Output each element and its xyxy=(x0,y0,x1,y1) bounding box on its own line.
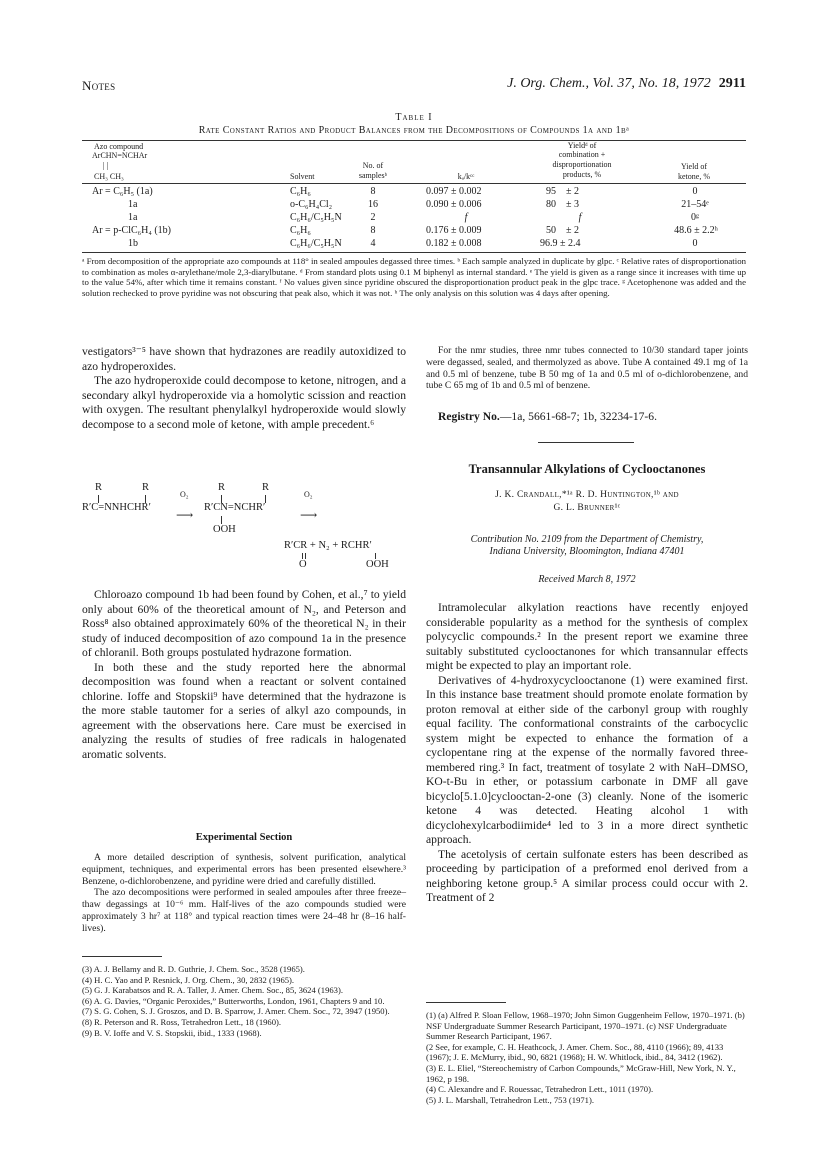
arrow-icon: ⟶ xyxy=(176,508,194,522)
paragraph: For the nmr studies, three nmr tubes connected to 10/30 standard taper joints were degassed, sealed, and thermolyzed as above. Tube A contained 49.1 mg of 1a and 0.5 ml of benzene, tube B 50 mg of 1a and 0.5 ml of o-dichlorobenzene, and tube C 65 mg of 1b and 0.5 ml of benzene. xyxy=(426,345,748,392)
table-footnotes: ᵃ From decomposition of the appropriate azo compounds at 118° in sealed ampoules degassed three times. ᵇ Each sample analyzed in duplicate by glpc. ᶜ Relative rates of disproportionation to combination as moles α-arylethane/mole 2,3-diarylbutane. ᵈ From standard plots using 0.1 M biphenyl as internal standard. ᵉ The yield is given as a range since it increases with time up to the value 54%, after which time it remains constant. ᶠ No values given since pyridine obscured the disproportionation product peak in the glpc trace. ᵍ Acetophenone was added and the solution rechecked to prove pyridine was not obscuring that peak also, which it was not. ʰ The only analysis on this solution was 4 days after opening. xyxy=(82,256,746,298)
header-samples-l2: samplesᵇ xyxy=(358,171,388,180)
cell-ketone: 0ᵍ xyxy=(690,212,699,223)
cell-ketone: 48.6 ± 2.2ʰ xyxy=(674,225,718,236)
header-azo-l4: CH₃ CH₃ xyxy=(94,172,124,181)
cell-compound: 1a xyxy=(128,212,138,223)
reference: (3) E. L. Eliel, “Stereochemistry of Carbon Compounds,” McGraw-Hill, New York, N. Y., 1962, p 198. xyxy=(426,1062,736,1084)
paragraph: Derivatives of 4-hydroxycyclooctanone (1) were examined first. In this instance base treatment should promote enolate formation by proton removal at either side of the carbonyl group with roughly equal facility. The conformational constraints of the carbocyclic system might be expected to enhance the formation of a cyclopentane ring at the expense of the normally favored three-membered ring.³ In fact, treatment of tosylate 2 with NaH–DMSO, KO-t-Bu in ether, or potassium carbonate in DMF all gave bicyclo[5.1.0]cyclooctan-2-one (3) cleanly. None of the isomeric ketone 4 was detected. Heating alcohol 1 with dicyclohexylcarbodiimide⁴ led to 3 in a more direct synthetic approach. xyxy=(426,673,748,846)
reference: (8) R. Peterson and R. Ross, Tetrahedron Lett., 18 (1960). xyxy=(82,1016,282,1027)
cell-compound: 1b xyxy=(128,238,138,249)
scheme-r-label: R xyxy=(262,482,270,493)
right-references xyxy=(426,1010,748,1105)
cell-compound: 1a xyxy=(128,199,138,210)
header-ketone-l2: ketone, % xyxy=(678,172,710,181)
scheme-r-label: R xyxy=(142,482,150,493)
cell-ketone: 0 xyxy=(692,186,698,197)
cell-ketone: 21–54ᵉ xyxy=(681,199,709,210)
footnote-rule xyxy=(82,956,162,957)
header-ratio: kₐ/kᶜᶜ xyxy=(457,172,475,181)
header-azo-l1: Azo compound xyxy=(94,142,144,151)
table-title: Table I xyxy=(395,112,433,123)
registry-text: —1a, 5661-68-7; 1b, 32234-17-6. xyxy=(499,410,657,423)
cell-compound: Ar = p-ClC₆H₄ (1b) xyxy=(92,225,171,236)
running-head-right xyxy=(507,76,746,92)
reference: (6) A. G. Davies, “Organic Peroxides,” Butterworths, London, 1961, Chapters 9 and 10. xyxy=(82,995,385,1006)
scheme-ooh: OOH xyxy=(366,559,389,570)
paragraph: Chloroazo compound 1b had been found by Cohen, et al.,⁷ to yield only about 60% of the theoretical amount of N₂, and Peterson and Ross⁸ also obtained approximately 60% of the theoretical N₂ in their study of induced decomposition of azo compound 1a in the presence of chloranil. Both groups postulated hydrazone formation. xyxy=(82,588,406,659)
table-header-rule xyxy=(82,183,746,184)
cell-solvent: C₆H₆/C₅H₅N xyxy=(290,238,342,249)
cell-ketone: 0 xyxy=(692,238,698,249)
table-bottom-rule xyxy=(82,252,746,253)
paragraph: The azo hydroperoxide could decompose to ketone, nitrogen, and a secondary alkyl hydroperoxide via a homolytic scission and reaction with oxygen. The resultant phenylalkyl hydroperoxide would slowly decompose to a second mole of ketone, with ample precedent.⁶ xyxy=(82,374,406,431)
header-ketone-l1: Yield of xyxy=(681,162,707,171)
left-column-continued xyxy=(82,588,406,762)
paragraph: The acetolysis of certain sulfonate esters has been described as proceeding by participation of a preformed enol derived from a neighboring ketone group.⁵ A similar process could occur with 2. Treatment of 2 xyxy=(426,847,748,904)
reference: (5) J. L. Marshall, Tetrahedron Lett., 753 (1971). xyxy=(426,1094,594,1105)
cell-yield: 95 ± 2 xyxy=(546,186,579,197)
cell-samples: 4 xyxy=(370,238,376,249)
cell-ratio: 0.182 ± 0.008 xyxy=(426,238,482,249)
scheme-reactant: R′C=NNHCHR′ xyxy=(82,502,151,513)
article-separator xyxy=(538,442,634,443)
cell-ratio: 0.090 ± 0.006 xyxy=(426,199,482,210)
reference: (4) H. C. Yao and P. Resnick, J. Org. Chem., 30, 2832 (1965). xyxy=(82,974,295,985)
paragraph: The azo decompositions were performed in sealed ampoules after three freeze–thaw degassings at 10⁻⁶ mm. Half-lives of the azo compounds studied were approximately 3 hr⁷ at 118° and typical reaction times were 24–48 hr (8–16 half-lives). xyxy=(82,887,406,934)
header-yield-l1: Yieldᵈ of xyxy=(567,141,597,150)
section-heading: Experimental Section xyxy=(195,832,293,843)
left-references xyxy=(82,964,406,1038)
cell-yield: 96.9 ± 2.4 xyxy=(540,238,581,249)
header-yield-l4: products, % xyxy=(562,170,602,179)
cell-solvent: C₆H₆/C₅H₅N xyxy=(290,212,342,223)
cell-samples: 8 xyxy=(370,225,376,236)
reference: (3) A. J. Bellamy and R. D. Guthrie, J. Chem. Soc., 3528 (1965). xyxy=(82,964,305,974)
paragraph: In both these and the study reported here the abnormal decomposition was found when a reactant or solvent contained chlorine. Ioffe and Stopskii⁹ have determined that the hydrazone is the more stable tautomer for a series of alkyl azo compounds, in agreement with the observations here. Care must be exercised in analyzing the results of studies of free radicals in halogenated aromatic solvents. xyxy=(82,660,406,761)
scheme-intermediate: R′CN=NCHR′ xyxy=(204,502,266,513)
scheme-products: R′CR + N₂ + RCHR′ xyxy=(284,540,372,551)
cell-ratio: 0.176 ± 0.009 xyxy=(426,225,482,236)
header-yield-l3: disproportionation xyxy=(552,160,612,169)
header-samples-l1: No. of xyxy=(362,161,384,170)
cell-solvent: o-C₆H₄Cl₂ xyxy=(290,199,333,210)
received-date: Received March 8, 1972 xyxy=(538,574,636,585)
reference: (4) C. Alexandre and F. Rouessac, Tetrahedron Lett., 1011 (1970). xyxy=(426,1084,654,1095)
header-solvent: Solvent xyxy=(290,172,315,181)
scheme-reagent: O₂ xyxy=(304,490,313,499)
running-head-left: Notes xyxy=(82,78,116,93)
article-body xyxy=(426,601,748,906)
scheme-reagent: O₂ xyxy=(180,490,189,499)
cell-ratio: 0.097 ± 0.002 xyxy=(426,186,482,197)
footnote-rule xyxy=(426,1002,506,1003)
authors-line-2: G. L. Brunner¹ᶜ xyxy=(553,503,621,513)
paragraph: vestigators³⁻⁵ have shown that hydrazones are readily autoxidized to azo hydroperoxides. xyxy=(82,345,406,373)
paragraph: A more detailed description of synthesis, solvent purification, analytical equipment, techniques, and experimental errors has been presented elsewhere.³ Benzene, o-dichlorobenzene, and pyridine were dried and carefully distilled. xyxy=(82,852,406,887)
affiliation-line-2: Indiana University, Bloomington, Indiana 47401 xyxy=(489,546,685,557)
journal-citation: J. Org. Chem., Vol. 37, No. 18, 1972 xyxy=(507,76,711,91)
cell-yield: f xyxy=(578,212,582,223)
cell-solvent: C₆H₆ xyxy=(290,225,311,236)
registry-label: Registry No. xyxy=(438,410,500,423)
cell-yield: 50 ± 2 xyxy=(546,225,579,236)
reference: (2 See, for example, C. H. Heathcock, J. Amer. Chem. Soc., 88, 4110 (1966); 89, 4133 (1967); J. E. McMurry, ibid., 90, 6821 (1968); H. W. Whitlock, ibid., 84, 3412 (1962). xyxy=(426,1041,724,1063)
cell-samples: 2 xyxy=(370,212,376,223)
reference: (1) (a) Alfred P. Sloan Fellow, 1968–1970; John Simon Guggenheim Fellow, 1970–1971. (b) NSF Undergraduate Summer Research Participant, 1970–1971. (c) NSF Undergraduate Summer Research Participant, 1967. xyxy=(426,1010,745,1042)
cell-ratio: f xyxy=(464,212,468,223)
paragraph: Intramolecular alkylation reactions have recently enjoyed considerable popularity as a method for the synthesis of complex polycyclic compounds.² In the present report we examine three suitably substituted cyclooctanones for which transannular effects might be expected to play an important role. xyxy=(426,601,748,672)
article-title: Transannular Alkylations of Cyclooctanones xyxy=(468,462,706,476)
cell-yield: 80 ± 3 xyxy=(546,199,579,210)
cell-samples: 16 xyxy=(368,199,378,210)
reference: (7) S. G. Cohen, S. J. Groszos, and D. B. Sparrow, J. Amer. Chem. Soc., 72, 3947 (1950). xyxy=(82,1006,390,1017)
header-azo-l3: | | xyxy=(103,161,109,170)
reference: (5) G. J. Karabatsos and R. A. Taller, J. Amer. Chem. Soc., 85, 3624 (1963). xyxy=(82,985,343,996)
scheme-bond xyxy=(221,516,222,524)
authors-line-1: J. K. Crandall,*¹ᵃ R. D. Huntington,¹ᵇ and xyxy=(495,490,679,500)
cell-compound: Ar = C₆H₅ (1a) xyxy=(92,186,153,197)
affiliation-line-1: Contribution No. 2109 from the Department of Chemistry, xyxy=(470,534,704,545)
page-number: 2911 xyxy=(718,76,746,91)
registry-numbers xyxy=(426,410,760,423)
arrow-icon: ⟶ xyxy=(300,508,318,522)
header-yield-l2: combination + xyxy=(558,150,606,159)
scheme-oxygen: O xyxy=(299,559,307,570)
cell-solvent: C₆H₆ xyxy=(290,186,311,197)
scheme-r-label: R xyxy=(218,482,226,493)
reference: (9) B. V. Ioffe and V. S. Stopskii, ibid., 1333 (1968). xyxy=(82,1027,262,1038)
right-column xyxy=(426,345,748,392)
experimental-section xyxy=(82,852,406,935)
cell-samples: 8 xyxy=(370,186,376,197)
table-top-rule xyxy=(82,140,746,141)
header-azo-l2: ArCHN=NCHAr xyxy=(92,151,148,160)
scheme-ooh: OOH xyxy=(213,524,236,535)
left-column xyxy=(82,345,406,432)
scheme-r-label: R xyxy=(95,482,103,493)
table-caption: Rate Constant Ratios and Product Balances from the Decompositions of Compounds 1a and 1bᵃ xyxy=(198,125,630,136)
